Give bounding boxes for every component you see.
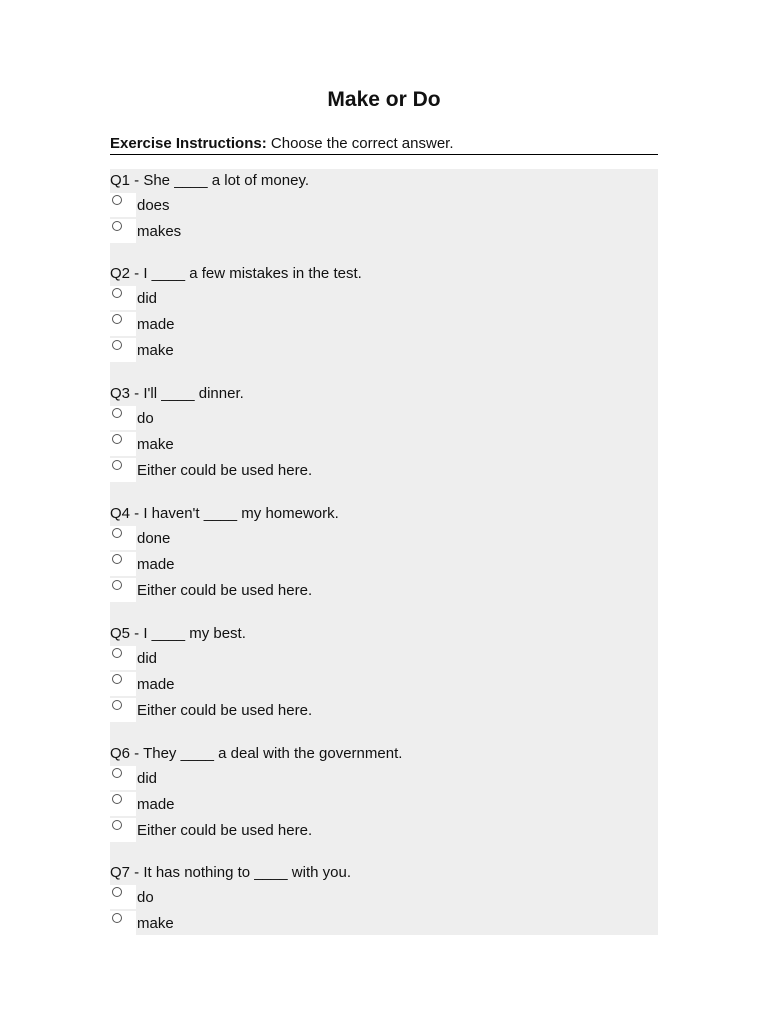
radio-button[interactable] [112, 340, 122, 350]
radio-button[interactable] [112, 221, 122, 231]
radio-button[interactable] [112, 674, 122, 684]
answer-option[interactable] [110, 885, 658, 911]
radio-button[interactable] [112, 648, 122, 658]
exercise-instructions [110, 134, 658, 155]
answer-option[interactable] [110, 646, 658, 672]
question-7 [110, 861, 658, 937]
question-text: Q4 - I haven't ____ my homework. [110, 505, 339, 522]
question-text: Q3 - I'll ____ dinner. [110, 385, 244, 402]
option-label: makes [137, 223, 182, 240]
option-label: made [137, 556, 175, 573]
page-title: Make or Do [327, 88, 441, 111]
radio-button[interactable] [112, 794, 122, 804]
radio-button[interactable] [112, 434, 122, 444]
radio-button[interactable] [112, 820, 122, 830]
option-label: Either could be used here. [137, 582, 313, 599]
answer-option[interactable] [110, 193, 658, 219]
option-label: make [137, 436, 174, 453]
radio-button[interactable] [112, 913, 122, 923]
radio-button[interactable] [112, 460, 122, 470]
answer-option[interactable] [110, 672, 658, 698]
radio-button[interactable] [112, 288, 122, 298]
question-text: Q5 - I ____ my best. [110, 625, 246, 642]
answer-option[interactable] [110, 818, 658, 844]
answer-option[interactable] [110, 432, 658, 458]
answer-option[interactable] [110, 526, 658, 552]
question-text: Q1 - She ____ a lot of money. [110, 172, 310, 189]
answer-option[interactable] [110, 312, 658, 338]
radio-button[interactable] [112, 554, 122, 564]
quiz-panel [110, 169, 658, 935]
question-text: Q7 - It has nothing to ____ with you. [110, 864, 351, 881]
answer-option[interactable] [110, 338, 658, 364]
answer-option[interactable] [110, 552, 658, 578]
radio-button[interactable] [112, 314, 122, 324]
answer-option[interactable] [110, 766, 658, 792]
option-label: do [137, 889, 154, 906]
answer-option[interactable] [110, 698, 658, 724]
answer-option[interactable] [110, 406, 658, 432]
radio-button[interactable] [112, 528, 122, 538]
answer-option[interactable] [110, 219, 658, 245]
option-label: does [137, 197, 170, 214]
answer-option[interactable] [110, 578, 658, 604]
instructions-text: Choose the correct answer. [270, 135, 454, 152]
radio-button[interactable] [112, 580, 122, 590]
answer-option[interactable] [110, 286, 658, 312]
option-label: made [137, 316, 175, 333]
option-label: make [137, 915, 174, 932]
radio-button[interactable] [112, 195, 122, 205]
radio-button[interactable] [112, 700, 122, 710]
radio-button[interactable] [112, 887, 122, 897]
question-3 [110, 382, 658, 484]
radio-button[interactable] [112, 408, 122, 418]
option-label: made [137, 796, 175, 813]
question-5 [110, 622, 658, 724]
question-2 [110, 262, 658, 364]
option-label: made [137, 676, 175, 693]
option-label: done [137, 530, 171, 547]
answer-option[interactable] [110, 911, 658, 937]
option-label: did [137, 290, 158, 307]
instructions-label: Exercise Instructions: [110, 135, 267, 152]
option-label: Either could be used here. [137, 462, 313, 479]
option-label: Either could be used here. [137, 702, 313, 719]
radio-button[interactable] [112, 768, 122, 778]
question-1 [110, 169, 658, 245]
option-label: Either could be used here. [137, 822, 313, 839]
option-label: make [137, 342, 174, 359]
question-text: Q2 - I ____ a few mistakes in the test. [110, 265, 362, 282]
question-4 [110, 502, 658, 604]
answer-option[interactable] [110, 458, 658, 484]
question-text: Q6 - They ____ a deal with the government. [110, 745, 403, 762]
option-label: do [137, 410, 154, 427]
answer-option[interactable] [110, 792, 658, 818]
option-label: did [137, 650, 158, 667]
question-6 [110, 742, 658, 844]
option-label: did [137, 770, 158, 787]
